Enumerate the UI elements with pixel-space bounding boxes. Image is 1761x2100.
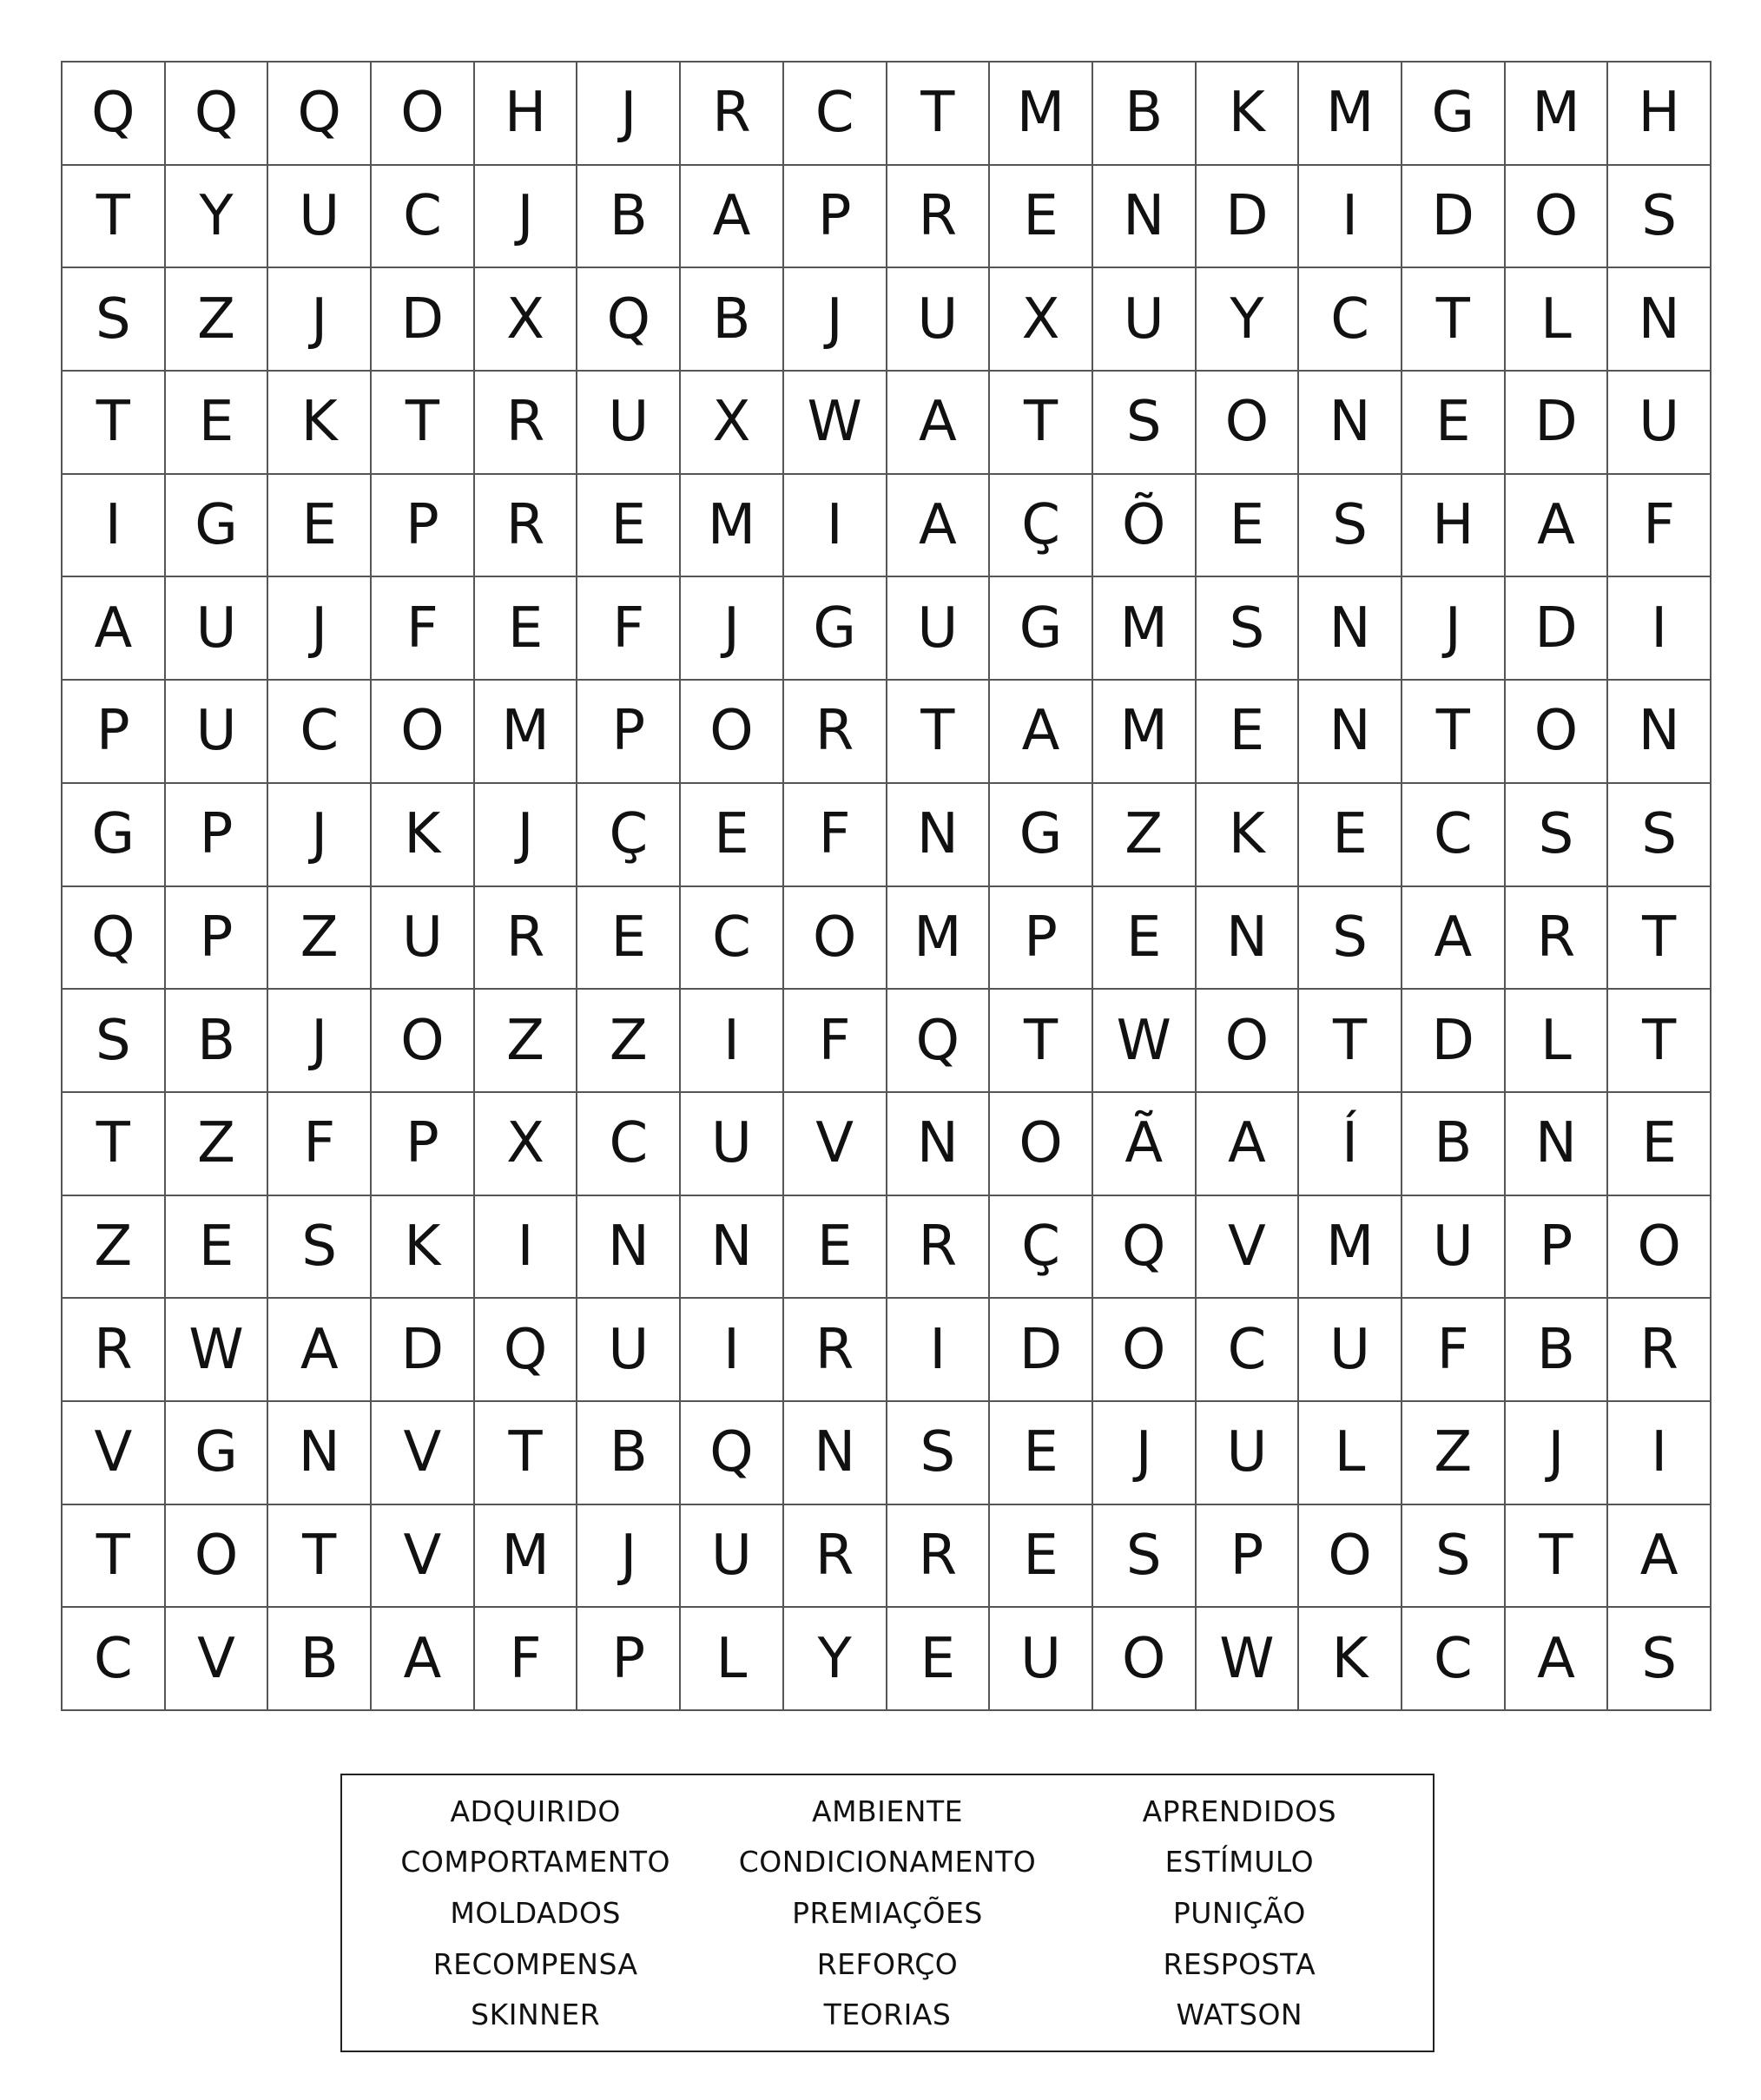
grid-cell[interactable]: J: [268, 577, 372, 681]
grid-cell[interactable]: L: [681, 1608, 784, 1711]
grid-cell[interactable]: E: [1197, 681, 1300, 784]
grid-cell[interactable]: C: [1402, 784, 1506, 887]
grid-cell[interactable]: J: [1402, 577, 1506, 681]
grid-cell[interactable]: N: [1608, 681, 1712, 784]
grid-cell[interactable]: Z: [475, 990, 578, 1093]
grid-cell[interactable]: H: [1608, 63, 1712, 166]
grid-cell[interactable]: J: [784, 268, 887, 372]
grid-cell[interactable]: F: [1608, 475, 1712, 578]
grid-cell[interactable]: B: [166, 990, 269, 1093]
grid-cell[interactable]: G: [990, 577, 1093, 681]
grid-cell[interactable]: T: [990, 372, 1093, 475]
grid-cell[interactable]: S: [1608, 784, 1712, 887]
grid-cell[interactable]: Z: [166, 268, 269, 372]
grid-cell[interactable]: B: [1402, 1093, 1506, 1196]
grid-cell[interactable]: R: [887, 166, 991, 269]
grid-cell[interactable]: R: [63, 1299, 166, 1402]
grid-cell[interactable]: T: [1608, 990, 1712, 1093]
grid-cell[interactable]: I: [887, 1299, 991, 1402]
word-bank-entry: RECOMPENSA: [432, 1946, 638, 1981]
grid-cell[interactable]: T: [887, 63, 991, 166]
grid-cell[interactable]: J: [268, 990, 372, 1093]
grid-cell[interactable]: R: [475, 372, 578, 475]
grid-cell[interactable]: R: [784, 1299, 887, 1402]
grid-cell[interactable]: O: [372, 681, 475, 784]
grid-cell[interactable]: E: [475, 577, 578, 681]
grid-cell[interactable]: D: [1506, 577, 1609, 681]
grid-cell[interactable]: T: [475, 1402, 578, 1505]
grid-cell[interactable]: T: [887, 681, 991, 784]
grid-cell[interactable]: Ç: [990, 1196, 1093, 1300]
grid-cell[interactable]: O: [681, 681, 784, 784]
grid-cell[interactable]: U: [1608, 372, 1712, 475]
grid-cell[interactable]: N: [1299, 372, 1402, 475]
grid-cell[interactable]: K: [268, 372, 372, 475]
grid-cell[interactable]: E: [166, 1196, 269, 1300]
grid-cell[interactable]: A: [268, 1299, 372, 1402]
grid-cell[interactable]: K: [1197, 63, 1300, 166]
grid-cell[interactable]: R: [784, 1505, 887, 1609]
grid-cell[interactable]: E: [1299, 784, 1402, 887]
grid-cell[interactable]: M: [1506, 63, 1609, 166]
grid-cell[interactable]: U: [681, 1093, 784, 1196]
grid-cell[interactable]: C: [372, 166, 475, 269]
grid-cell[interactable]: U: [577, 1299, 681, 1402]
grid-cell[interactable]: D: [1402, 990, 1506, 1093]
grid-cell[interactable]: O: [372, 63, 475, 166]
grid-cell[interactable]: O: [372, 990, 475, 1093]
grid-cell[interactable]: C: [63, 1608, 166, 1711]
grid-cell[interactable]: D: [990, 1299, 1093, 1402]
grid-cell[interactable]: U: [166, 681, 269, 784]
grid-cell[interactable]: M: [1299, 63, 1402, 166]
grid-cell[interactable]: S: [1608, 166, 1712, 269]
grid-cell[interactable]: L: [1299, 1402, 1402, 1505]
grid-cell[interactable]: K: [1197, 784, 1300, 887]
grid-cell[interactable]: Q: [63, 887, 166, 991]
grid-cell[interactable]: P: [1506, 1196, 1609, 1300]
grid-cell[interactable]: T: [990, 990, 1093, 1093]
grid-cell[interactable]: N: [1299, 681, 1402, 784]
grid-cell[interactable]: Q: [475, 1299, 578, 1402]
grid-cell[interactable]: D: [1197, 166, 1300, 269]
grid-cell[interactable]: T: [1402, 681, 1506, 784]
grid-cell[interactable]: U: [1402, 1196, 1506, 1300]
grid-cell[interactable]: T: [1506, 1505, 1609, 1609]
grid-cell[interactable]: E: [1608, 1093, 1712, 1196]
grid-cell[interactable]: E: [1402, 372, 1506, 475]
grid-cell[interactable]: D: [372, 1299, 475, 1402]
grid-cell[interactable]: U: [1093, 268, 1197, 372]
grid-cell[interactable]: N: [681, 1196, 784, 1300]
grid-cell[interactable]: J: [577, 63, 681, 166]
grid-cell[interactable]: E: [268, 475, 372, 578]
grid-cell[interactable]: W: [1093, 990, 1197, 1093]
grid-cell[interactable]: O: [990, 1093, 1093, 1196]
grid-cell[interactable]: P: [63, 681, 166, 784]
grid-cell[interactable]: M: [1299, 1196, 1402, 1300]
grid-cell[interactable]: N: [1299, 577, 1402, 681]
grid-cell[interactable]: T: [63, 372, 166, 475]
grid-cell[interactable]: C: [1402, 1608, 1506, 1711]
grid-cell[interactable]: Ç: [577, 784, 681, 887]
grid-cell[interactable]: N: [887, 784, 991, 887]
grid-cell[interactable]: Z: [166, 1093, 269, 1196]
word-bank-entry: COMPORTAMENTO: [400, 1845, 671, 1879]
grid-cell[interactable]: E: [577, 887, 681, 991]
grid-cell[interactable]: E: [990, 166, 1093, 269]
grid-cell[interactable]: F: [475, 1608, 578, 1711]
grid-cell[interactable]: Ã: [1093, 1093, 1197, 1196]
word-bank-entry: REFORÇO: [816, 1946, 959, 1981]
grid-cell[interactable]: R: [887, 1505, 991, 1609]
grid-cell[interactable]: I: [63, 475, 166, 578]
grid-cell[interactable]: E: [1093, 887, 1197, 991]
grid-cell[interactable]: T: [1402, 268, 1506, 372]
grid-cell[interactable]: G: [166, 1402, 269, 1505]
grid-cell[interactable]: K: [372, 784, 475, 887]
grid-cell[interactable]: R: [681, 63, 784, 166]
grid-cell[interactable]: U: [577, 372, 681, 475]
grid-cell[interactable]: O: [1093, 1299, 1197, 1402]
grid-cell[interactable]: X: [475, 268, 578, 372]
grid-cell[interactable]: J: [475, 166, 578, 269]
grid-cell[interactable]: T: [1608, 887, 1712, 991]
grid-cell[interactable]: M: [1093, 681, 1197, 784]
grid-cell[interactable]: V: [166, 1608, 269, 1711]
grid-cell[interactable]: G: [63, 784, 166, 887]
grid-cell[interactable]: R: [784, 681, 887, 784]
grid-cell[interactable]: O: [1608, 1196, 1712, 1300]
grid-cell[interactable]: Q: [166, 63, 269, 166]
grid-cell[interactable]: I: [681, 1299, 784, 1402]
grid-cell[interactable]: N: [577, 1196, 681, 1300]
word-bank-entry: RESPOSTA: [1163, 1946, 1316, 1981]
grid-cell[interactable]: C: [577, 1093, 681, 1196]
grid-cell[interactable]: X: [475, 1093, 578, 1196]
grid-cell[interactable]: L: [1506, 990, 1609, 1093]
grid-cell[interactable]: R: [475, 887, 578, 991]
grid-cell[interactable]: I: [1608, 577, 1712, 681]
grid-cell[interactable]: Z: [268, 887, 372, 991]
grid-cell[interactable]: B: [577, 1402, 681, 1505]
grid-cell[interactable]: Z: [577, 990, 681, 1093]
grid-cell[interactable]: S: [1197, 577, 1300, 681]
grid-cell[interactable]: U: [1197, 1402, 1300, 1505]
grid-cell[interactable]: V: [1197, 1196, 1300, 1300]
grid-cell[interactable]: A: [1608, 1505, 1712, 1609]
grid-cell[interactable]: P: [990, 887, 1093, 991]
grid-cell[interactable]: R: [887, 1196, 991, 1300]
grid-cell[interactable]: J: [1506, 1402, 1609, 1505]
grid-cell[interactable]: N: [1093, 166, 1197, 269]
grid-cell[interactable]: A: [372, 1608, 475, 1711]
grid-cell[interactable]: M: [1093, 577, 1197, 681]
grid-cell[interactable]: J: [577, 1505, 681, 1609]
grid-cell[interactable]: N: [268, 1402, 372, 1505]
grid-cell[interactable]: J: [681, 577, 784, 681]
grid-cell[interactable]: J: [268, 784, 372, 887]
grid-cell[interactable]: U: [990, 1608, 1093, 1711]
grid-cell[interactable]: Ç: [990, 475, 1093, 578]
grid-cell[interactable]: B: [577, 166, 681, 269]
grid-cell[interactable]: I: [1299, 166, 1402, 269]
grid-cell[interactable]: A: [887, 372, 991, 475]
grid-cell[interactable]: Í: [1299, 1093, 1402, 1196]
grid-cell[interactable]: B: [681, 268, 784, 372]
grid-cell[interactable]: O: [1197, 990, 1300, 1093]
grid-cell[interactable]: R: [1506, 887, 1609, 991]
grid-cell[interactable]: P: [577, 1608, 681, 1711]
word-bank-entry: TEORIAS: [823, 1998, 952, 2032]
grid-cell[interactable]: F: [372, 577, 475, 681]
grid-cell[interactable]: B: [268, 1608, 372, 1711]
grid-cell[interactable]: Õ: [1093, 475, 1197, 578]
grid-cell[interactable]: E: [990, 1402, 1093, 1505]
grid-cell[interactable]: S: [63, 268, 166, 372]
grid-cell[interactable]: C: [1197, 1299, 1300, 1402]
grid-cell[interactable]: Q: [887, 990, 991, 1093]
grid-cell[interactable]: W: [784, 372, 887, 475]
grid-cell[interactable]: R: [1608, 1299, 1712, 1402]
grid-cell[interactable]: Q: [1093, 1196, 1197, 1300]
grid-cell[interactable]: O: [166, 1505, 269, 1609]
grid-cell[interactable]: E: [784, 1196, 887, 1300]
grid-cell[interactable]: I: [1608, 1402, 1712, 1505]
grid-cell[interactable]: E: [887, 1608, 991, 1711]
grid-cell[interactable]: V: [63, 1402, 166, 1505]
grid-cell[interactable]: E: [1197, 475, 1300, 578]
grid-cell[interactable]: A: [1402, 887, 1506, 991]
grid-cell[interactable]: B: [1506, 1299, 1609, 1402]
grid-cell[interactable]: O: [1299, 1505, 1402, 1609]
grid-cell[interactable]: F: [268, 1093, 372, 1196]
grid-cell[interactable]: C: [1299, 268, 1402, 372]
grid-cell[interactable]: D: [372, 268, 475, 372]
grid-cell[interactable]: T: [1299, 990, 1402, 1093]
grid-cell[interactable]: T: [63, 1505, 166, 1609]
grid-cell[interactable]: G: [784, 577, 887, 681]
grid-cell[interactable]: G: [166, 475, 269, 578]
grid-cell[interactable]: U: [887, 268, 991, 372]
grid-cell[interactable]: P: [372, 1093, 475, 1196]
grid-cell[interactable]: V: [784, 1093, 887, 1196]
grid-cell[interactable]: F: [577, 577, 681, 681]
grid-cell[interactable]: C: [784, 63, 887, 166]
grid-cell[interactable]: M: [887, 887, 991, 991]
grid-cell[interactable]: P: [372, 475, 475, 578]
word-bank-entry: APRENDIDOS: [1142, 1794, 1337, 1828]
grid-cell[interactable]: M: [475, 681, 578, 784]
grid-cell[interactable]: T: [372, 372, 475, 475]
grid-cell[interactable]: S: [1093, 1505, 1197, 1609]
grid-cell[interactable]: Y: [166, 166, 269, 269]
grid-cell[interactable]: S: [887, 1402, 991, 1505]
grid-cell[interactable]: D: [1402, 166, 1506, 269]
grid-cell[interactable]: O: [784, 887, 887, 991]
grid-cell[interactable]: Q: [681, 1402, 784, 1505]
grid-cell[interactable]: X: [990, 268, 1093, 372]
grid-cell[interactable]: W: [1197, 1608, 1300, 1711]
grid-cell[interactable]: A: [681, 166, 784, 269]
grid-cell[interactable]: S: [1402, 1505, 1506, 1609]
grid-cell[interactable]: T: [63, 1093, 166, 1196]
grid-cell[interactable]: K: [372, 1196, 475, 1300]
word-bank-entry: PREMIAÇÕES: [792, 1895, 983, 1930]
word-bank-entry: WATSON: [1176, 1998, 1303, 2032]
grid-cell[interactable]: J: [268, 268, 372, 372]
grid-cell[interactable]: O: [1093, 1608, 1197, 1711]
grid-cell[interactable]: G: [1402, 63, 1506, 166]
grid-cell[interactable]: Y: [1197, 268, 1300, 372]
grid-cell[interactable]: I: [475, 1196, 578, 1300]
grid-cell[interactable]: I: [681, 990, 784, 1093]
word-bank: [340, 1774, 1435, 2052]
grid-cell[interactable]: P: [577, 681, 681, 784]
word-bank-entry: SKINNER: [471, 1998, 601, 2032]
grid-cell[interactable]: S: [1608, 1608, 1712, 1711]
grid-cell[interactable]: S: [1299, 887, 1402, 991]
grid-cell[interactable]: V: [372, 1402, 475, 1505]
grid-cell[interactable]: Q: [268, 63, 372, 166]
grid-cell[interactable]: V: [372, 1505, 475, 1609]
grid-cell[interactable]: U: [1299, 1299, 1402, 1402]
grid-cell[interactable]: H: [475, 63, 578, 166]
grid-cell[interactable]: P: [166, 784, 269, 887]
grid-cell[interactable]: U: [166, 577, 269, 681]
grid-cell[interactable]: P: [784, 166, 887, 269]
grid-cell[interactable]: E: [577, 475, 681, 578]
grid-cell[interactable]: O: [1197, 372, 1300, 475]
grid-cell[interactable]: D: [1506, 372, 1609, 475]
grid-cell[interactable]: Z: [1402, 1402, 1506, 1505]
grid-cell[interactable]: E: [990, 1505, 1093, 1609]
grid-cell[interactable]: N: [1197, 887, 1300, 991]
grid-cell[interactable]: A: [1506, 475, 1609, 578]
grid-cell[interactable]: S: [1299, 475, 1402, 578]
grid-cell[interactable]: Z: [1093, 784, 1197, 887]
grid-cell[interactable]: N: [784, 1402, 887, 1505]
grid-cell[interactable]: P: [166, 887, 269, 991]
grid-cell[interactable]: J: [1093, 1402, 1197, 1505]
grid-cell[interactable]: Q: [63, 63, 166, 166]
word-search-grid: [61, 61, 1712, 1711]
grid-cell[interactable]: K: [1299, 1608, 1402, 1711]
grid-cell[interactable]: U: [268, 166, 372, 269]
grid-cell[interactable]: C: [681, 887, 784, 991]
grid-cell[interactable]: H: [1402, 475, 1506, 578]
word-bank-entry: PUNIÇÃO: [1172, 1895, 1306, 1930]
grid-cell[interactable]: O: [1506, 166, 1609, 269]
word-bank-entry: ESTÍMULO: [1164, 1845, 1315, 1879]
grid-cell[interactable]: S: [1506, 784, 1609, 887]
grid-cell[interactable]: F: [1402, 1299, 1506, 1402]
grid-cell[interactable]: U: [681, 1505, 784, 1609]
grid-cell[interactable]: N: [1608, 268, 1712, 372]
grid-cell[interactable]: G: [990, 784, 1093, 887]
grid-cell[interactable]: S: [1093, 372, 1197, 475]
grid-cell[interactable]: A: [63, 577, 166, 681]
grid-cell[interactable]: M: [475, 1505, 578, 1609]
grid-cell[interactable]: N: [1506, 1093, 1609, 1196]
grid-cell[interactable]: R: [475, 475, 578, 578]
grid-cell[interactable]: A: [887, 475, 991, 578]
grid-cell[interactable]: T: [268, 1505, 372, 1609]
grid-cell[interactable]: Q: [577, 268, 681, 372]
grid-cell[interactable]: E: [681, 784, 784, 887]
grid-cell[interactable]: J: [475, 784, 578, 887]
grid-cell[interactable]: T: [63, 166, 166, 269]
grid-cell[interactable]: A: [1197, 1093, 1300, 1196]
grid-cell[interactable]: S: [268, 1196, 372, 1300]
grid-cell[interactable]: Z: [63, 1196, 166, 1300]
grid-cell[interactable]: S: [63, 990, 166, 1093]
grid-cell[interactable]: O: [1506, 681, 1609, 784]
word-bank-entry: CONDICIONAMENTO: [738, 1845, 1037, 1879]
grid-cell[interactable]: L: [1506, 268, 1609, 372]
word-bank-entry: AMBIENTE: [812, 1794, 963, 1828]
grid-cell[interactable]: M: [990, 63, 1093, 166]
word-bank-entry: MOLDADOS: [450, 1895, 621, 1930]
grid-cell[interactable]: A: [1506, 1608, 1609, 1711]
grid-cell[interactable]: P: [1197, 1505, 1300, 1609]
grid-cell[interactable]: F: [784, 784, 887, 887]
grid-cell[interactable]: N: [887, 1093, 991, 1196]
word-bank-entry: ADQUIRIDO: [450, 1794, 621, 1828]
grid-cell[interactable]: X: [681, 372, 784, 475]
grid-cell[interactable]: A: [990, 681, 1093, 784]
grid-cell[interactable]: B: [1093, 63, 1197, 166]
grid-cell[interactable]: Y: [784, 1608, 887, 1711]
grid-cell[interactable]: C: [268, 681, 372, 784]
grid-cell[interactable]: M: [681, 475, 784, 578]
grid-cell[interactable]: W: [166, 1299, 269, 1402]
grid-cell[interactable]: U: [887, 577, 991, 681]
grid-cell[interactable]: F: [784, 990, 887, 1093]
grid-cell[interactable]: I: [784, 475, 887, 578]
grid-cell[interactable]: U: [372, 887, 475, 991]
grid-cell[interactable]: E: [166, 372, 269, 475]
